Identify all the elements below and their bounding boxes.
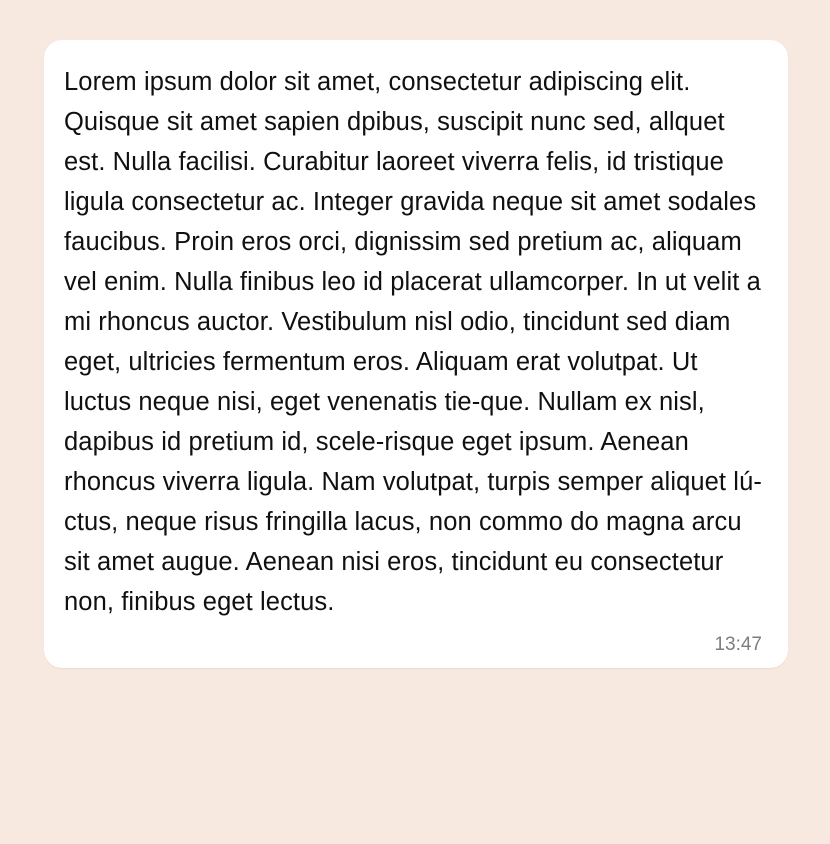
message-meta [64, 634, 764, 656]
message-text: Lorem ipsum dolor sit amet, consectetur adipiscing elit. Quisque sit amet sapien dpibus, suscipit nunc sed, allquet est. Nulla facilisi. Curabitur laoreet viverra felis, id tristique ligula consectetur ac. Integer gravida neque sit amet sodales faucibus. Proin eros orci, dignissim sed pretium ac, aliquam vel enim. Nulla finibus leo id placerat ullamcorper. In ut velit a mi rhoncus auctor. Vestibulum nisl odio, tincidunt sed diam eget, ultricies fermentum eros. Aliquam erat volutpat. Ut luctus neque nisi, eget venenatis tie-que. Nullam ex nisl, dapibus id pretium id, scele-risque eget ipsum. Aenean rhoncus viverra ligula. Nam volutpat, turpis semper aliquet lú-ctus, neque risus fringilla lacus, non commo do magna arcu sit amet augue. Aenean nisi eros, tincidunt eu consectetur non, finibus eget lectus. [64, 68, 769, 616]
message-bubble[interactable] [44, 40, 788, 668]
message-timestamp: 13:47 [714, 634, 762, 655]
